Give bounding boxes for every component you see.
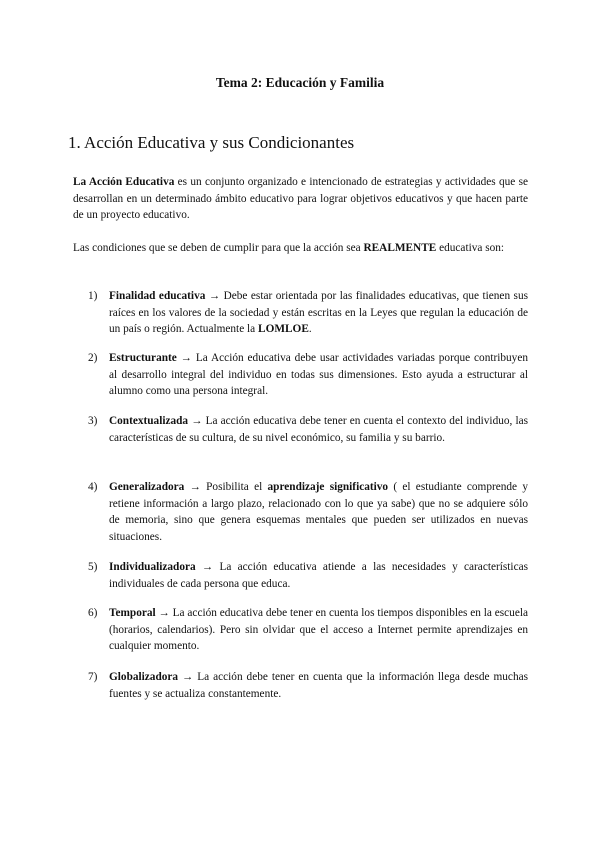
list-item-body <box>109 350 528 400</box>
conditions-before: Las condiciones que se deben de cumplir para que la acción sea <box>73 242 364 254</box>
list-item-term: Contextualizada <box>109 415 189 427</box>
list-item-term: Finalidad educativa <box>109 290 206 302</box>
list-item-number: 4) <box>88 481 98 493</box>
list-item-term: Estructurante <box>109 352 177 364</box>
section-heading: 1. Acción Educativa y sus Condicionantes <box>68 133 355 152</box>
law-name: LOMLOE <box>258 323 309 335</box>
arrow-icon: → <box>184 481 207 493</box>
list-item-body <box>109 669 528 702</box>
list-item-body <box>109 288 528 338</box>
list-item-term: Temporal <box>109 607 156 619</box>
list-item <box>88 669 528 702</box>
page-title: Tema 2: Educación y Familia <box>215 75 385 90</box>
arrow-icon: → <box>178 671 198 683</box>
list-item-text: La acción debe tener en cuenta que la información llega desde muchas fuentes y se actualiza constantemente. <box>109 671 528 700</box>
arrow-icon: → <box>205 290 224 302</box>
list-item <box>88 605 528 655</box>
intro-paragraph <box>73 174 528 224</box>
list-item-number: 7) <box>88 671 98 683</box>
list-item <box>88 350 528 400</box>
list-item-term: Generalizadora <box>109 481 185 493</box>
list-item <box>88 288 528 338</box>
list-item <box>88 479 528 545</box>
list-item-term: Globalizadora <box>109 671 179 683</box>
intro-text: es un conjunto organizado e intencionado de estrategias y actividades que se desarrollan en un determinado ámbito educativo para lograr objetivos educativos y que hacen parte de un proyecto educativo. <box>73 176 528 221</box>
list-item-body <box>109 413 528 446</box>
list-item <box>88 559 528 592</box>
conditions-paragraph <box>73 240 528 257</box>
list-item-text-after: ( el estudiante comprende y retiene información a largo plazo, relacionado con lo que ya sabe) que no se adquiere sólo de memoria, sino que genera esquemas mentales que pueden ser utilizados en nuevas situaciones. <box>109 481 528 543</box>
conditions-emphasis: REALMENTE <box>363 242 437 254</box>
list-item-end: . <box>308 323 312 335</box>
list-item-number: 2) <box>88 352 98 364</box>
intro-term: La Acción Educativa <box>73 176 175 188</box>
list-item-number: 3) <box>88 415 98 427</box>
arrow-icon: → <box>155 607 173 619</box>
list-item-body <box>109 559 528 592</box>
arrow-icon: → <box>188 415 206 427</box>
list-item-text: La acción educativa atiende a las necesidades y características individuales de cada persona que educa. <box>109 561 528 590</box>
arrow-icon: → <box>176 352 196 364</box>
list-item-text: Posibilita el <box>206 481 268 493</box>
list-item-term: Individualizadora <box>109 561 196 573</box>
list-item-text: La acción educativa debe tener en cuenta el contexto del individuo, las características de su cultura, de su nivel económico, su familia y su barrio. <box>109 415 528 444</box>
list-item-text: La acción educativa debe tener en cuenta los tiempos disponibles en la escuela (horarios, calendarios). Pero sin olvidar que el acceso a Internet permite aprendizajes en cualquier momento. <box>109 607 528 652</box>
list-item <box>88 413 528 446</box>
list-item-text: Debe estar orientada por las finalidades educativas, que tienen sus raíces en los valores de la sociedad y están escritas en la Leyes que regulan la educación de un país o región. Actualmente la <box>109 290 528 335</box>
list-item-body <box>109 479 528 545</box>
list-item-text: La Acción educativa debe usar actividades variadas porque contribuyen al desarrollo integral del individuo en todas sus dimensiones. Esto ayuda a estructurar al alumno como una persona integral. <box>109 352 528 397</box>
key-concept: aprendizaje significativo <box>267 481 389 493</box>
list-item-number: 5) <box>88 561 98 573</box>
list-item-number: 1) <box>88 290 98 302</box>
list-item-body <box>109 605 528 655</box>
list-item-number: 6) <box>88 607 98 619</box>
conditions-after: educativa son: <box>436 242 505 254</box>
arrow-icon: → <box>195 561 220 573</box>
